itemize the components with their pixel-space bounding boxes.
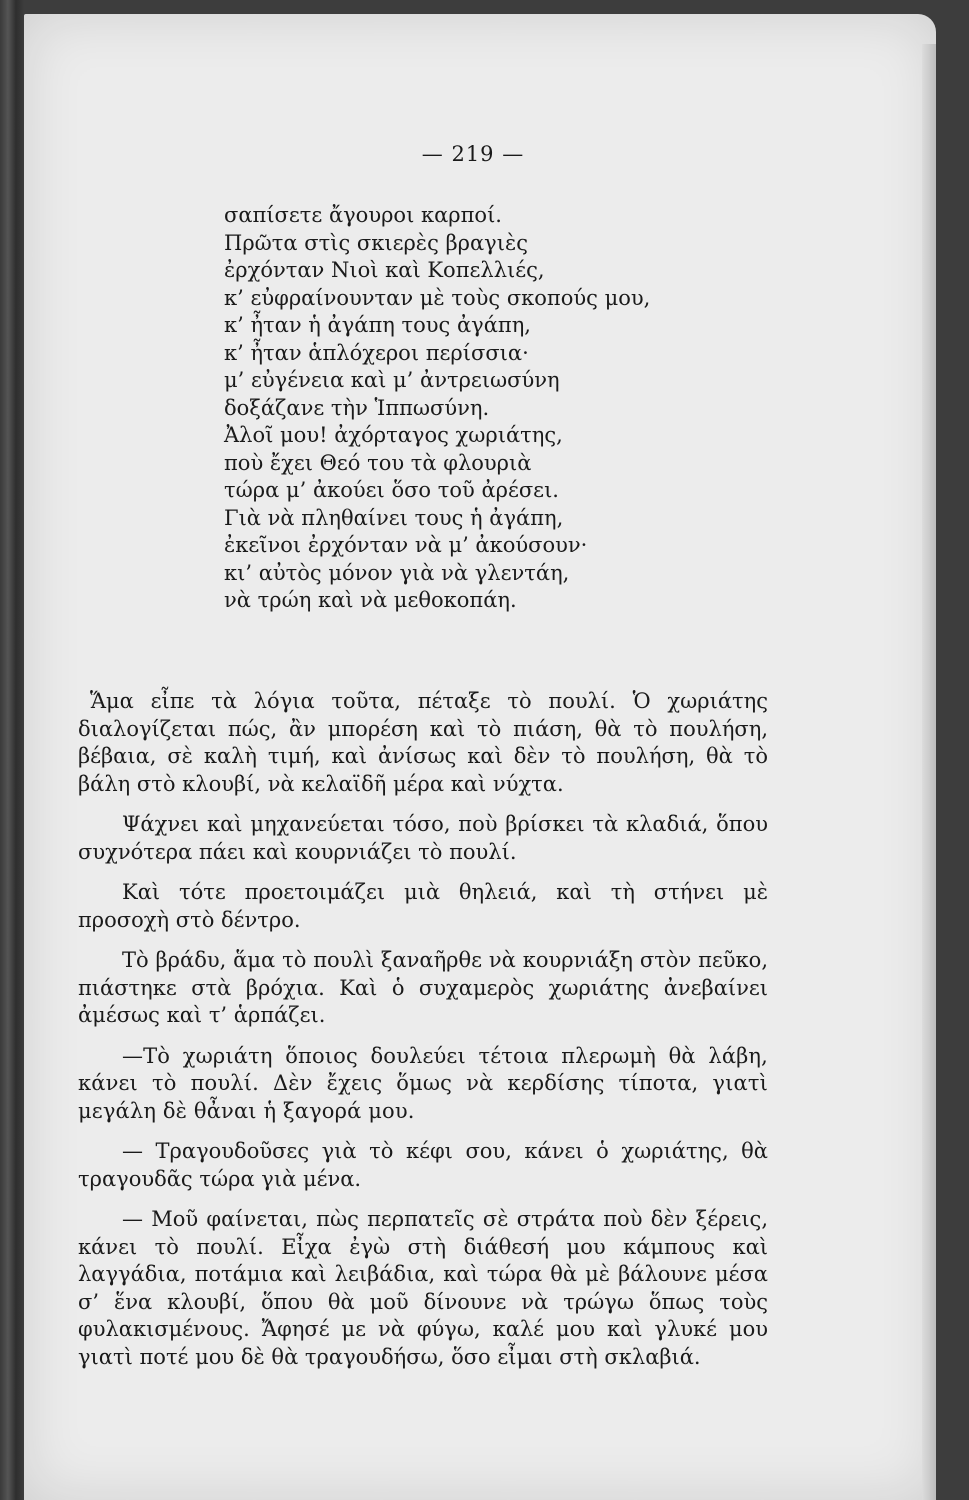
poem-line: ποὺ ἔχει Θεό του τὰ φλουριὰ [224,450,532,475]
page-number: — 219 — [421,142,525,166]
poem-line: κ’ ἦταν ἁπλόχεροι περίσσια· [224,340,529,365]
paragraph: Ἅμα εἶπε τὰ λόγια τοῦτα, πέταξε τὸ πουλί. Ὁ χωριάτης διαλογίζεται πώς, ἂν μπορέση καὶ τὸ πιάση, θὰ τὸ πουλήση, βέβαια, σὲ καλὴ τιμή, καὶ ἀνίσως καὶ δὲν τὸ πουλήση, θὰ τὸ βάλη στὸ κλουβί, νὰ κελαϊδῆ μέρα καὶ νύχτα. [78,689,768,796]
poem-line: Πρῶτα στὶς σκιερὲς βραγιὲς [224,230,528,255]
poem-line: ἐκεῖνοι ἐρχόνταν νὰ μ’ ἀκούσουν· [224,533,588,557]
paragraph: — Μοῦ φαίνεται, πὼς περπατεῖς σὲ στράτα ποὺ δὲν ξέρεις, κάνει τὸ πουλί. Εἶχα ἐγὼ στὴ διάθεσή μου κάμπους καὶ λαγγάδια, ποτάμια καὶ λειβάδια, καὶ τώρα θὰ μὲ βάλουνε μέσα σ’ ἕνα κλουβί, ὅπου θὰ μοῦ δίνουνε νὰ τρώγω ὅπως τοὺς φυλακισμένους. Ἄφησέ με νὰ φύγω, καλέ μου καὶ γλυκέ μου γιατὶ ποτέ μου δὲ θὰ τραγουδήσω, ὅσο εἶμαι στὴ σκλαβιά. [78,1207,768,1369]
poem-line: δοξάζανε τὴν Ἱππωσύνη. [224,395,490,420]
prose-block [78,688,768,1384]
poem-block [224,202,744,615]
page-edge [922,44,936,1500]
paragraph: —Τὸ χωριάτη ὅποιος δουλεύει τέτοια πλερωμὴ θὰ λάβη, κάνει τὸ πουλί. Δὲν ἔχεις ὅμως νὰ κερδίσης τίποτα, γιατὶ μεγάλη δὲ θἆναι ἡ ξαγορά μου. [78,1043,768,1123]
poem-line: σαπίσετε ἄγουροι καρποί. [224,203,502,227]
poem-line: Γιὰ νὰ πληθαίνει τους ἡ ἀγάπη, [224,505,564,530]
poem-line: μ’ εὐγένεια καὶ μ’ ἀντρειωσύνη [224,368,560,392]
poem-line: ἐρχόνταν Νιοὶ καὶ Κοπελλιές, [224,258,545,282]
poem-line: τώρα μ’ ἀκούει ὅσο τοῦ ἀρέσει. [224,478,559,502]
poem-line: Ἀλοῖ μου! ἀχόρταγος χωριάτης, [224,423,563,447]
paragraph: Καὶ τότε προετοιμάζει μιὰ θηλειά, καὶ τὴ στήνει μὲ προσοχὴ στὸ δέντρο. [78,880,768,932]
paragraph: Τὸ βράδυ, ἅμα τὸ πουλὶ ξαναῆρθε νὰ κουρνιάξη στὸν πεῦκο, πιάστηκε στὰ βρόχια. Καὶ ὁ συχαμερὸς χωριάτης ἀνεβαίνει ἀμέσως καὶ τ’ ἁρπάζει. [78,948,768,1027]
paragraph: — Τραγουδοῦσες γιὰ τὸ κέφι σου, κάνει ὁ χωριάτης, θὰ τραγουδᾶς τώρα γιὰ μένα. [78,1139,768,1191]
book-page [24,14,936,1500]
poem-line: κι’ αὐτὸς μόνον γιὰ νὰ γλεντάη, [224,560,570,585]
paragraph: Ψάχνει καὶ μηχανεύεται τόσο, ποὺ βρίσκει τὰ κλαδιά, ὅπου συχνότερα πάει καὶ κουρνιάζει τὸ πουλί. [78,812,768,864]
poem-line: κ’ εὐφραίνουνταν μὲ τοὺς σκοπούς μου, [224,285,651,310]
poem-line: νὰ τρώη καὶ νὰ μεθοκοπάη. [224,588,517,612]
poem-line: κ’ ἦταν ἡ ἀγάπη τους ἀγάπη, [224,313,531,337]
